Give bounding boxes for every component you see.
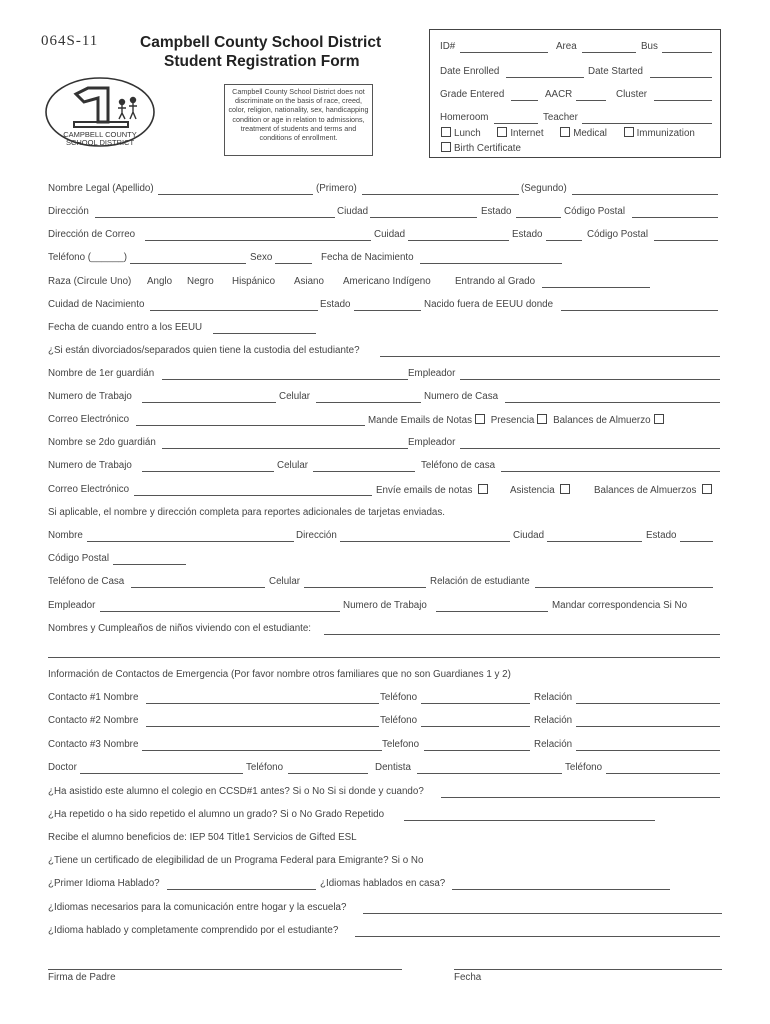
- trabajo1-label: Numero de Trabajo: [48, 391, 132, 402]
- ciudad-field[interactable]: [370, 217, 477, 218]
- telefono-c2-label: Teléfono: [380, 715, 418, 726]
- mande-emails-checkbox[interactable]: [475, 414, 485, 424]
- beneficios-label: Recibe el alumno beneficios de: IEP 504 Title1 Servicios de Gifted ESL: [48, 832, 357, 843]
- estado3-field[interactable]: [680, 541, 713, 542]
- internet-label: Internet: [510, 128, 544, 139]
- ciudad-label: Ciudad: [337, 206, 369, 217]
- date-started-field[interactable]: [650, 77, 712, 78]
- correo1-label: Correo Electrónico: [48, 414, 130, 425]
- nombre-label: Nombre: [48, 530, 83, 541]
- doctor-field[interactable]: [80, 773, 243, 774]
- segundo-field[interactable]: [572, 194, 718, 195]
- fecha-field[interactable]: [454, 969, 722, 970]
- id-label: ID#: [440, 41, 456, 52]
- balances1-checkbox[interactable]: [654, 414, 664, 424]
- nombre-legal-label: Nombre Legal (Apellido): [48, 183, 154, 194]
- codigo-postal-label: Código Postal: [564, 206, 625, 217]
- non-discrimination-notice: Campbell County School District does not discriminate on the basis of race, creed, color, religion, nationality, sex, handicapping condition or age in relation to admissions, treatment of students and terms and conditions of enrollment.: [224, 84, 373, 156]
- nacido-fuera-field[interactable]: [561, 310, 718, 311]
- codigo-postal2-label: Código Postal: [587, 229, 648, 240]
- emergencia-label: Información de Contactos de Emergencia (Por favor nombre otros familiares que no son Guardianes 1 y 2): [48, 669, 511, 680]
- grade-entered-field[interactable]: [511, 100, 538, 101]
- telefono-doc-label: Teléfono: [246, 762, 284, 773]
- guardian2-label: Nombre se 2do guardián: [48, 437, 156, 448]
- empleador1-label: Empleador: [408, 368, 456, 379]
- trabajo3-label: Numero de Trabajo: [343, 600, 427, 611]
- teacher-field[interactable]: [582, 123, 712, 124]
- sexo-field[interactable]: [275, 263, 312, 264]
- ciudad3-field[interactable]: [547, 541, 642, 542]
- area-label: Area: [556, 41, 577, 52]
- repetido-label: ¿Ha repetido o ha sido repetido el alumno un grado? Si o No Grado Repetido: [48, 809, 385, 820]
- ninos-field[interactable]: [324, 634, 720, 635]
- idioma-comprendido-field[interactable]: [355, 936, 720, 937]
- asistencia-checkbox[interactable]: [560, 484, 570, 494]
- date-started-label: Date Started: [588, 66, 644, 77]
- empleador3-label: Empleador: [48, 600, 96, 611]
- birth-certificate-label: Birth Certificate: [454, 143, 521, 154]
- cluster-field[interactable]: [654, 100, 712, 101]
- relacion-label: Relación de estudiante: [430, 576, 530, 587]
- primer-idioma-label: ¿Primer Idioma Hablado?: [48, 878, 160, 889]
- raza-americano-indigeno[interactable]: Americano Indígeno: [343, 276, 431, 287]
- custodia-field[interactable]: [380, 356, 720, 357]
- empleador2-field[interactable]: [460, 448, 720, 449]
- empleador2-label: Empleador: [408, 437, 456, 448]
- telefono-field[interactable]: [130, 263, 246, 264]
- direccion-label: Dirección: [48, 206, 89, 217]
- raza-label: Raza (Circule Uno): [48, 276, 132, 287]
- form-code: 064S-11: [41, 33, 99, 49]
- casa1-field[interactable]: [505, 402, 720, 403]
- primero-label: (Primero): [316, 183, 357, 194]
- direccion-correo-field[interactable]: [145, 240, 371, 241]
- date-enrolled-field[interactable]: [506, 77, 584, 78]
- ninos-label: Nombres y Cumpleaños de niños viviendo con el estudiante:: [48, 623, 312, 634]
- dentista-label: Dentista: [375, 762, 411, 773]
- immunization-checkbox[interactable]: [624, 127, 634, 137]
- dentista-field[interactable]: [417, 773, 562, 774]
- relacion-c2-label: Relación: [534, 715, 573, 726]
- codigo-postal2-field[interactable]: [654, 240, 718, 241]
- ninos-field-2[interactable]: [48, 657, 720, 658]
- contacto1-field[interactable]: [146, 703, 379, 704]
- empleador1-field[interactable]: [460, 379, 720, 380]
- bus-label: Bus: [641, 41, 658, 52]
- presencia-checkbox[interactable]: [537, 414, 547, 424]
- ciudad3-label: Ciudad: [513, 530, 545, 541]
- children-icon: [118, 98, 137, 120]
- raza-hispanico[interactable]: Hispánico: [232, 276, 276, 287]
- contacto1-label: Contacto #1 Nombre: [48, 692, 139, 703]
- logo-line2: SCHOOL DISTRICT: [65, 138, 135, 147]
- homeroom-label: Homeroom: [440, 112, 489, 123]
- celular1-field[interactable]: [316, 402, 421, 403]
- raza-anglo[interactable]: Anglo: [147, 276, 173, 287]
- bus-field[interactable]: [662, 52, 712, 53]
- raza-negro[interactable]: Negro: [187, 276, 214, 287]
- lunch-label: Lunch: [454, 128, 481, 139]
- estado2-label: Estado: [512, 229, 543, 240]
- repetido-field[interactable]: [404, 820, 655, 821]
- trabajo2-field[interactable]: [142, 471, 274, 472]
- grade-entered-label: Grade Entered: [440, 89, 505, 100]
- trabajo2-label: Numero de Trabajo: [48, 460, 132, 471]
- id-field[interactable]: [460, 52, 548, 53]
- mandar-correspondencia-label[interactable]: Mandar correspondencia Si No: [552, 600, 688, 611]
- estado3-label: Estado: [646, 530, 677, 541]
- telefono-den-label: Teléfono: [565, 762, 603, 773]
- telefono-c1-label: Teléfono: [380, 692, 418, 703]
- telefono-c3-field[interactable]: [424, 750, 530, 751]
- estado-nac-field[interactable]: [354, 310, 421, 311]
- trabajo3-field[interactable]: [436, 611, 548, 612]
- fecha-label: Fecha: [454, 972, 482, 983]
- fecha-eeuu-label: Fecha de cuando entro a los EEUU: [48, 322, 203, 333]
- estado-nac-label: Estado: [320, 299, 351, 310]
- asistencia-label: Asistencia: [510, 484, 573, 496]
- telefono-casa3-label: Teléfono de Casa: [48, 576, 125, 587]
- teacher-label: Teacher: [543, 112, 578, 123]
- telefono-casa2-label: Teléfono de casa: [421, 460, 496, 471]
- celular3-label: Celular: [269, 576, 301, 587]
- estado-label: Estado: [481, 206, 512, 217]
- entrando-grado-label: Entrando al Grado: [455, 276, 536, 287]
- codigo-postal3-label: Código Postal: [48, 553, 109, 564]
- guardian1-field[interactable]: [162, 379, 408, 380]
- correo2-field[interactable]: [134, 495, 372, 496]
- cluster-label: Cluster: [616, 89, 648, 100]
- balances1-label: Balances de Almuerzo: [553, 415, 651, 426]
- contacto3-field[interactable]: [142, 750, 382, 751]
- codigo-postal-field[interactable]: [632, 217, 718, 218]
- estado2-field[interactable]: [546, 240, 582, 241]
- doctor-label: Doctor: [48, 762, 77, 773]
- telefono-c3-label: Telefono: [382, 739, 420, 750]
- homeroom-field[interactable]: [494, 123, 538, 124]
- cuidad-field[interactable]: [408, 240, 509, 241]
- aacr-label: AACR: [545, 89, 573, 100]
- celular1-label: Celular: [279, 391, 311, 402]
- segundo-label: (Segundo): [521, 183, 567, 194]
- telefono-label: Teléfono (______): [48, 252, 127, 263]
- raza-asiano[interactable]: Asiano: [294, 276, 324, 287]
- cuidad-nacimiento-field[interactable]: [150, 310, 318, 311]
- office-use-box: [429, 29, 721, 158]
- presencia-label: Presencia: [490, 415, 535, 426]
- relacion-c1-label: Relación: [534, 692, 573, 703]
- immunization-label: Immunization: [636, 128, 695, 139]
- si-aplicable-label: Si aplicable, el nombre y dirección completa para reportes adicionales de tarjetas enviadas.: [48, 507, 445, 518]
- empleador3-field[interactable]: [100, 611, 340, 612]
- direccion3-field[interactable]: [340, 541, 510, 542]
- area-field[interactable]: [582, 52, 636, 53]
- fecha-nacimiento-label: Fecha de Nacimiento: [321, 252, 414, 263]
- custodia-label: ¿Si están divorciados/separados quien tiene la custodia del estudiante?: [48, 345, 360, 356]
- primero-field[interactable]: [362, 194, 519, 195]
- contacto3-label: Contacto #3 Nombre: [48, 739, 139, 750]
- apellido-field[interactable]: [158, 194, 313, 195]
- form-title: Campbell County School District: [140, 34, 382, 51]
- date-enrolled-label: Date Enrolled: [440, 66, 500, 77]
- lunch-checkbox[interactable]: [441, 127, 451, 137]
- medical-label: Medical: [573, 128, 607, 139]
- certificado-label: ¿Tiene un certificado de elegibilidad de un Programa Federal para Emigrante? Si o No: [48, 855, 424, 866]
- contacto2-label: Contacto #2 Nombre: [48, 715, 139, 726]
- envie-emails-checkbox[interactable]: [478, 484, 488, 494]
- correo2-label: Correo Electrónico: [48, 484, 130, 495]
- telefono-c1-field[interactable]: [421, 703, 530, 704]
- asistido-label: ¿Ha asistido este alumno el colegio en CCSD#1 antes? Si o No Si si donde y cuando?: [48, 786, 424, 797]
- mande-emails-label: Mande Emails de Notas Presencia Balances de Almuerzo: [368, 414, 667, 426]
- direccion-field[interactable]: [95, 217, 335, 218]
- medical-checkbox[interactable]: [560, 127, 570, 137]
- contacto2-field[interactable]: [146, 726, 379, 727]
- fecha-nacimiento-field[interactable]: [420, 263, 562, 264]
- cuidad-nacimiento-label: Cuidad de Nacimiento: [48, 299, 145, 310]
- celular2-field[interactable]: [313, 471, 415, 472]
- celular3-field[interactable]: [304, 587, 426, 588]
- logo-line1: CAMPBELL COUNTY: [63, 130, 137, 139]
- guardian2-field[interactable]: [162, 448, 408, 449]
- balances2-checkbox[interactable]: [702, 484, 712, 494]
- relacion-c3-label: Relación: [534, 739, 573, 750]
- telefono-c2-field[interactable]: [421, 726, 530, 727]
- envie-emails-label: Envíe emails de notas: [376, 484, 491, 496]
- primer-idioma-field[interactable]: [167, 889, 316, 890]
- correo1-field[interactable]: [136, 425, 365, 426]
- fecha-eeuu-field[interactable]: [213, 333, 316, 334]
- asistido-field[interactable]: [441, 797, 720, 798]
- birth-certificate-checkbox[interactable]: [441, 142, 451, 152]
- sexo-label: Sexo: [250, 252, 273, 263]
- relacion-field[interactable]: [535, 587, 713, 588]
- telefono-casa2-field[interactable]: [501, 471, 720, 472]
- cuidad-label: Cuidad: [374, 229, 406, 240]
- nombre-field[interactable]: [87, 541, 294, 542]
- direccion3-label: Dirección: [296, 530, 337, 541]
- relacion-c1-field[interactable]: [576, 703, 720, 704]
- nacido-fuera-label: Nacido fuera de EEUU donde: [424, 299, 554, 310]
- balances2-label: Balances de Almuerzos: [594, 484, 715, 496]
- internet-checkbox[interactable]: [497, 127, 507, 137]
- office-checks: [438, 127, 695, 139]
- telefono-den-field[interactable]: [606, 773, 720, 774]
- idiomas-necesarios-field[interactable]: [363, 913, 722, 914]
- birth-certificate-row: [438, 142, 521, 154]
- firma-field[interactable]: [48, 969, 402, 970]
- district-logo: [44, 76, 156, 156]
- firma-label: Firma de Padre: [48, 972, 116, 983]
- entrando-grado-field[interactable]: [542, 287, 650, 288]
- idiomas-casa-label: ¿Idiomas hablados en casa?: [320, 878, 446, 889]
- idiomas-casa-field[interactable]: [452, 889, 670, 890]
- relacion-c2-field[interactable]: [576, 726, 720, 727]
- idiomas-necesarios-label: ¿Idiomas necesarios para la comunicación entre hogar y la escuela?: [48, 902, 347, 913]
- guardian1-label: Nombre de 1er guardián: [48, 368, 155, 379]
- telefono-casa3-field[interactable]: [131, 587, 265, 588]
- direccion-correo-label: Dirección de Correo: [48, 229, 136, 240]
- casa1-label: Numero de Casa: [424, 391, 499, 402]
- trabajo1-field[interactable]: [142, 402, 276, 403]
- codigo-postal3-field[interactable]: [113, 564, 186, 565]
- relacion-c3-field[interactable]: [576, 750, 720, 751]
- estado-field[interactable]: [516, 217, 561, 218]
- telefono-doc-field[interactable]: [288, 773, 368, 774]
- celular2-label: Celular: [277, 460, 309, 471]
- form-subtitle: Student Registration Form: [164, 53, 360, 70]
- aacr-field[interactable]: [576, 100, 606, 101]
- idioma-comprendido-label: ¿Idioma hablado y completamente comprendido por el estudiante?: [48, 925, 339, 936]
